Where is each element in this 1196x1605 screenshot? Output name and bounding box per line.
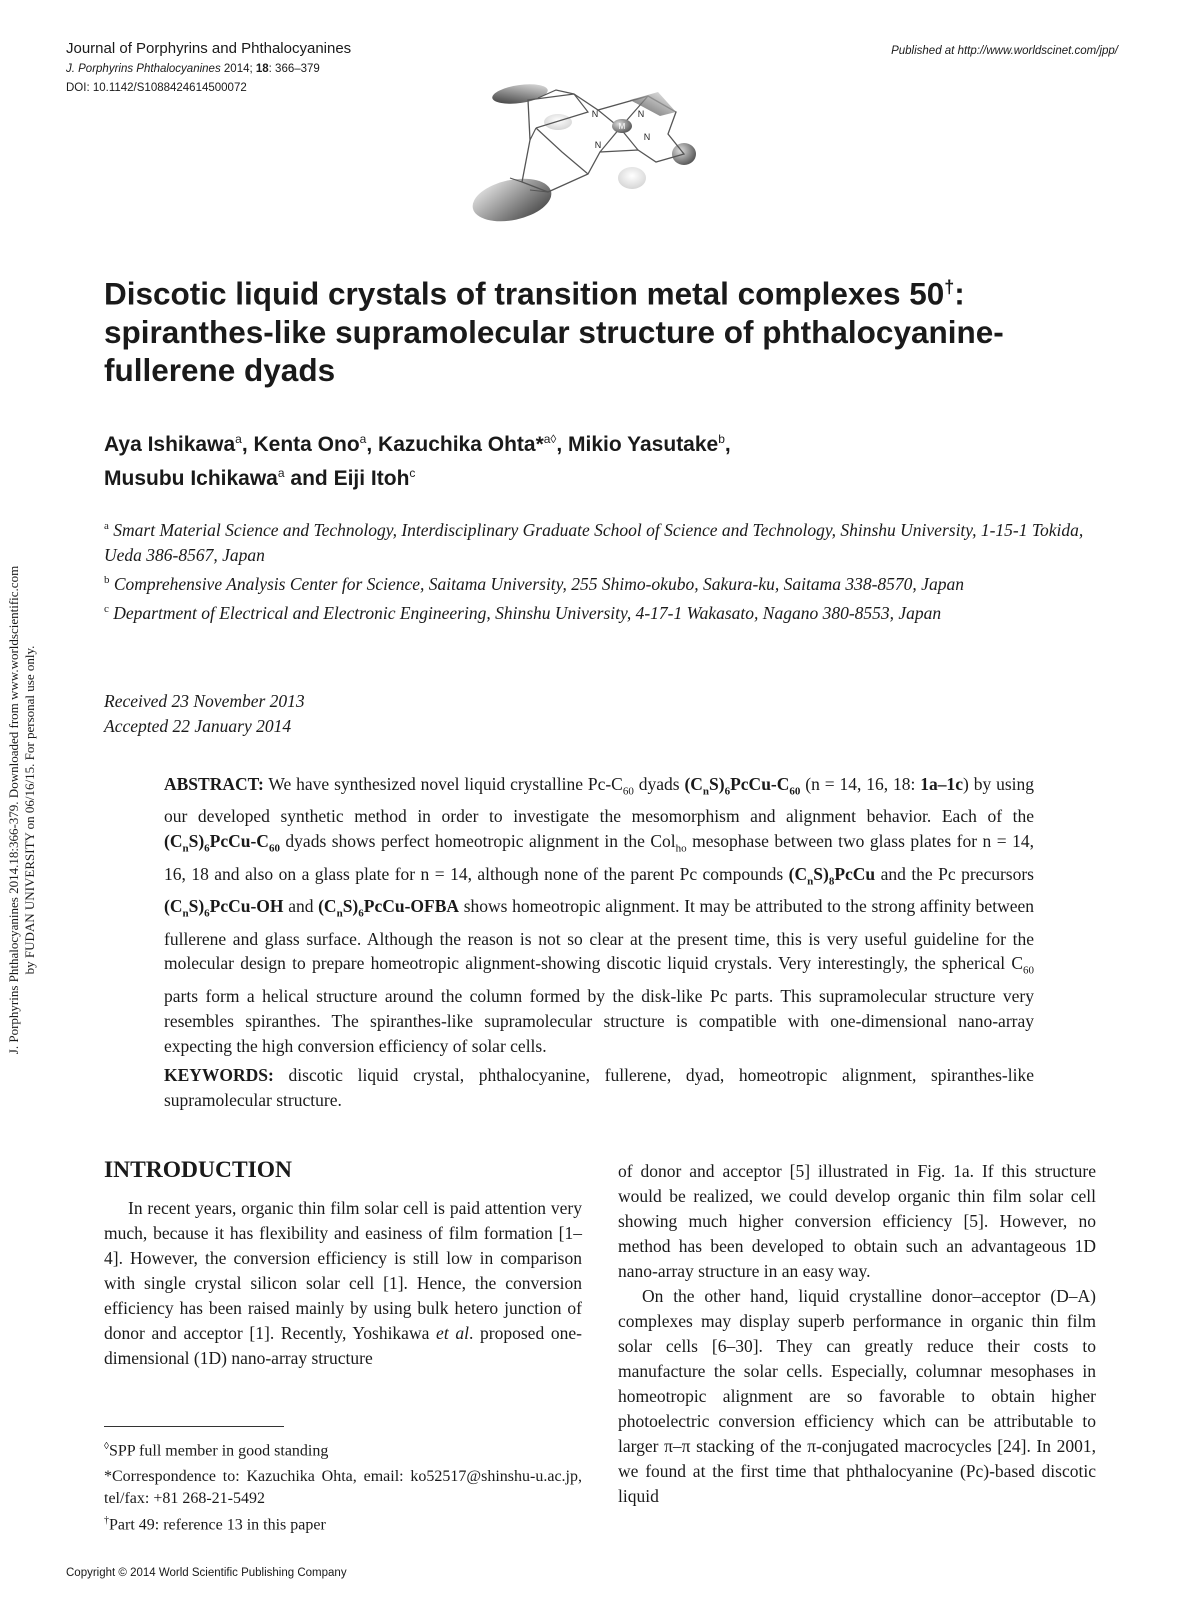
abstract-text: shows homeotropic alignment. It may be attributed to the strong affinity between fullerene and glass surface. Although the reason is not so clear at the present time, this is very useful guideline for the molecular design to prepare homeotropic alignment-showing discotic liquid crystals. Very interestingly, the spherical C [164,896,1034,974]
section-heading: INTRODUCTION [104,1157,293,1183]
logo-atom-n: N [591,109,599,119]
porphyrin-metal-complex-logo [470,82,730,232]
download-line-1: J. Porphyrins Phthalocyanines 2014.18:366-379. Downloaded from www.worldscientific.com [6,565,21,1055]
affiliation-text: Smart Material Science and Technology, Interdisciplinary Graduate School of Science and Technology, Shinshu University, 1-15-1 Tokida, Ueda 386-8567, Japan [104,519,1084,565]
author-name: Musubu Ichikawa [104,467,278,490]
affiliation-label: a [104,520,109,532]
citation-journal: J. Porphyrins Phthalocyanines [66,63,221,75]
doi: DOI: 10.1142/S1088424614500072 [66,82,247,94]
author-name: Kazuchika Ohta* [378,433,544,456]
affiliation-item [104,597,1094,626]
abstract-text: and [283,896,319,917]
received-date: Received 23 November 2013 [104,691,305,711]
compound-formula: $(C_nS)_6PcCu-C_{60}$ [684,774,801,798]
footnote-spp [104,1436,582,1462]
abstract-text: ) by using our developed synthetic method in order to investigate the mesomorphism and alignment behavior. Each of the [164,774,1035,827]
paragraph-text: . proposed one-dimensional (1D) nano-array structure [104,1323,582,1368]
subscript: 60 [622,785,634,798]
abstract-label: ABSTRACT: [164,774,264,794]
footnote-text: SPP full member in good standing [108,1442,329,1460]
article-title [104,268,1104,389]
author-list [104,425,731,493]
abstract [164,772,1034,1059]
title-sub: : spiranthes-like supramolecular structure of phthalocyanine-fullerene dyads [104,275,1004,388]
compound-formula: $(C_nS)_6PcCu-OH$ [164,896,284,920]
right-column [618,1159,1096,1509]
footnote-mark: ◊ [104,1441,109,1452]
affiliation-list [104,514,1094,625]
abstract-text: dyads [633,774,685,794]
intro-paragraph-continued: of donor and acceptor [5] illustrated in Fig. 1a. If this structure would be realized, we could develop organic thin film solar cell showing much higher conversion efficiency [5]. However, no method has been developed to obtain such an advantageous 1D nano-array structure in an easy way. [618,1161,1096,1281]
compound-formula: $(C_nS)_6PcCu-C_{60}$ [164,831,280,855]
author-affil: b [718,432,725,446]
abstract-text: mesophase between two glass plates for n = 14, 16, 18 and also on a glass plate for n = 14, although none of the parent Pc compounds [164,831,1034,884]
download-line-2: by FUDAN UNIVERSITY on 06/16/15. For personal use only. [22,645,37,975]
journal-name: Journal of Porphyrins and Phthalocyanines [66,40,352,57]
article-dates [104,689,305,739]
footnote-mark: † [104,1515,109,1526]
citation-pages: : 366–379 [268,63,320,75]
citation-year: 2014; [220,63,256,75]
accepted-date: Accepted 22 January 2014 [104,716,292,736]
affiliation-label: c [104,602,109,615]
affiliation-item [104,514,1094,568]
abstract-text: We have synthesized novel liquid crystalline Pc-C [263,774,623,794]
keywords [164,1063,1034,1113]
footnote-text: Part 49: reference 13 in this paper [109,1516,326,1534]
copyright: Copyright © 2014 World Scientific Publishing Company [66,1567,347,1579]
affiliation-text: Comprehensive Analysis Center for Science, Saitama University, 255 Shimo-okubo, Sakura-ku, Saitama 338-8570, Japan [113,573,964,594]
compound-label: 1a–1c [920,774,963,794]
author-sep: , [556,433,569,456]
abstract-text: dyads shows perfect homeotropic alignment in the Col [279,831,676,852]
author-affil: c [409,466,416,480]
abstract-text: (n = 14, 16, 18: [800,774,921,794]
author-affil: a [235,432,242,446]
intro-paragraph: On the other hand, liquid crystalline donor–acceptor (D–A) complexes may display superb performance in organic thin film solar cells [6–30]. They can greatly reduce their costs to manufacture the solar cells. Especially, columnar mesophases in homeotropic alignment are so favorable to obtain higher photoelectric conversion efficiency which can be attributable to larger π–π stacking of the π-conjugated macrocycles [24]. In 2001, we found at the first time that phthalocyanine (Pc)-based discotic liquid [618,1286,1096,1506]
footnote-divider [104,1426,284,1427]
paragraph-text: In recent years, organic thin film solar cell is paid attention very much, because it has flexibility and easiness of film formation [1–4]. However, the conversion efficiency is still low in comparison with single crystal silicon solar cell [1]. Hence, the conversion efficiency has been raised mainly by using bulk hetero junction of donor and acceptor [1]. Recently, Yoshikawa [104,1198,582,1343]
author-sep: , [724,433,731,456]
author-name: Mikio Yasutake [568,433,719,456]
intro-paragraph [104,1196,582,1371]
logo-atom-n: N [637,109,645,119]
published-url[interactable]: Published at http://www.worldscinet.com/jpp/ [891,45,1118,57]
author-name: Eiji Itoh [333,467,410,490]
italic-text: et al [436,1323,469,1343]
logo-atom-n: N [643,132,651,142]
title-dagger: † [944,277,955,297]
author-affil: a [359,432,367,446]
author-affil: a [277,466,285,480]
abstract-text: parts form a helical structure around the column formed by the disk-like Pc parts. This supramolecular structure very resembles spiranthes. The spiranthes-like supramolecular structure is compatible with one-dimensional nano-array expecting the high conversion efficiency of solar cells. [164,985,1034,1056]
logo-atom-m: M [618,122,626,131]
citation-line [66,63,320,75]
download-watermark [0,490,44,1130]
author-sep: and [284,467,334,490]
logo-atom-n: N [594,140,602,150]
author-sep: , [241,433,254,456]
abstract-text: and the Pc precursors [875,863,1034,884]
compound-formula: $(C_nS)_8PcCu$ [788,863,876,888]
author-name: Kenta Ono [253,433,360,456]
title-main: Discotic liquid crystals of transition metal complexes 50 [104,275,945,312]
author-name: Aya Ishikawa [104,433,236,456]
compound-formula: $(C_nS)_6PcCu$-OFBA [318,896,460,920]
keywords-label: KEYWORDS: [164,1065,274,1085]
citation-volume: 18 [255,63,269,75]
author-sep: , [366,433,379,456]
affiliation-label: b [104,573,110,586]
keywords-text: discotic liquid crystal, phthalocyanine, fullerene, dyad, homeotropic alignment, spiranthes-like supramolecular structure. [164,1065,1034,1110]
footnote-correspondence: *Correspondence to: Kazuchika Ohta, email: ko52517@shinshu-u.ac.jp, tel/fax: +81 268-21-5492 [104,1468,582,1507]
author-affil: a◊ [543,432,557,446]
affiliation-text: Department of Electrical and Electronic Engineering, Shinshu University, 4-17-1 Wakasato, Nagano 380-8553, Japan [113,602,942,623]
subscript: ho [675,842,687,855]
footnote-part [104,1510,582,1536]
affiliation-item [104,568,1094,597]
subscript: 60 [1023,964,1034,977]
